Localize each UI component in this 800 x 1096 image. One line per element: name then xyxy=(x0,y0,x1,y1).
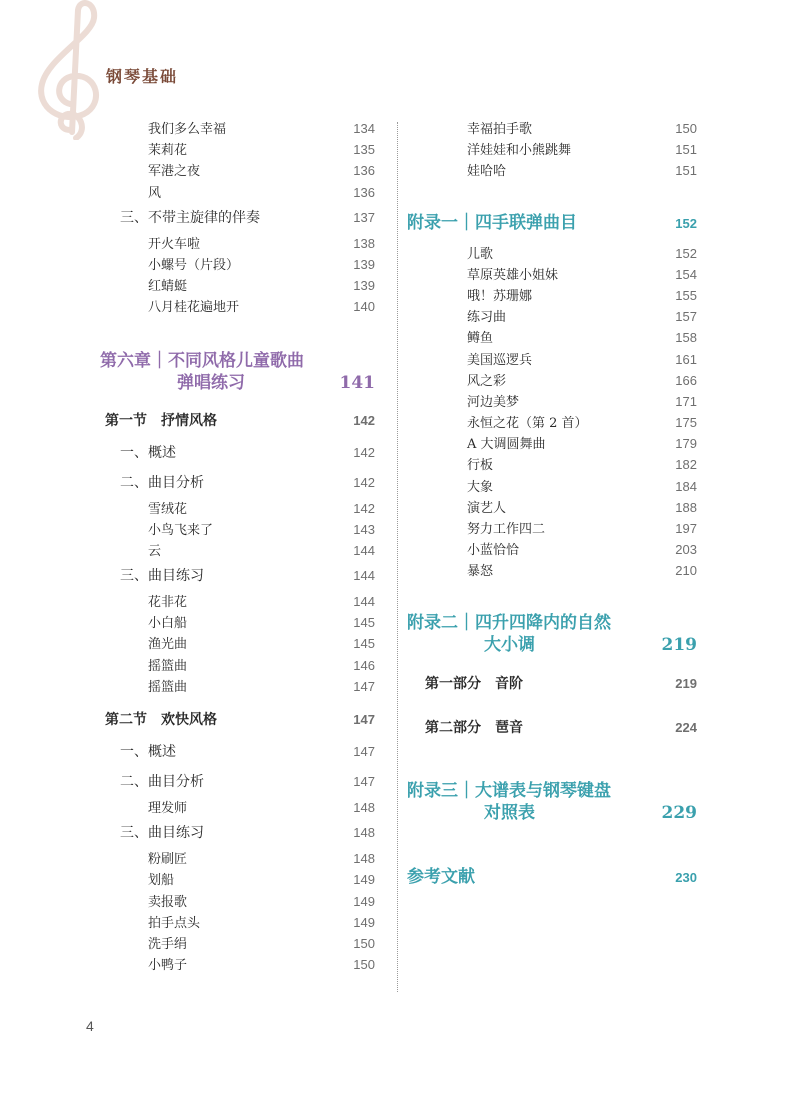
part-label: 第一部分 xyxy=(425,675,481,692)
toc-page-number: 203 xyxy=(675,542,697,558)
toc-page-number: 141 xyxy=(339,372,375,393)
toc-song-entry[interactable] xyxy=(100,540,375,561)
part-label: 第二部分 xyxy=(425,719,481,736)
toc-page-number: 139 xyxy=(353,278,375,294)
toc-subsection-title: 三、曲目练习 xyxy=(120,825,204,842)
toc-page-number: 184 xyxy=(675,478,697,494)
references-title: 参考文献 xyxy=(407,866,475,887)
toc-song-entry[interactable] xyxy=(407,118,697,139)
references-heading[interactable] xyxy=(407,866,697,889)
toc-page-number: 144 xyxy=(353,568,375,584)
toc-page-number: 142 xyxy=(353,500,375,516)
toc-page-number: 175 xyxy=(675,415,697,431)
toc-song-entry[interactable] xyxy=(100,233,375,254)
page-number: 4 xyxy=(86,1018,94,1034)
toc-page-number: 157 xyxy=(675,309,697,325)
song-title: 娃哈哈 xyxy=(467,164,507,180)
toc-subsection-title: 一、概述 xyxy=(120,444,176,461)
toc-page-number: 161 xyxy=(675,351,697,367)
appendix-title-line1: 附录二｜四升四降内的自然 xyxy=(407,612,611,633)
song-title: 努力工作四二 xyxy=(467,522,546,537)
toc-song-entry[interactable] xyxy=(100,182,375,203)
song-title: 风之彩 xyxy=(467,373,507,389)
toc-page-number: 147 xyxy=(353,744,375,759)
toc-page-number: 154 xyxy=(675,266,697,282)
toc-page-number: 134 xyxy=(353,121,375,136)
toc-song-entry[interactable] xyxy=(407,454,697,475)
toc-song-entry[interactable] xyxy=(100,296,375,317)
toc-song-entry[interactable] xyxy=(100,848,375,869)
song-title: 小蓝恰恰 xyxy=(467,543,520,559)
appendix-3-heading[interactable] xyxy=(407,780,697,824)
appendix-1-heading[interactable] xyxy=(407,212,697,235)
toc-song-entry[interactable] xyxy=(100,933,375,954)
toc-page-number: 182 xyxy=(675,457,697,473)
song-title: 红蜻蜓 xyxy=(148,279,188,295)
song-title: 粉刷匠 xyxy=(148,852,188,868)
toc-page-number: 145 xyxy=(353,636,375,652)
appendix-title: 附录一｜四手联弹曲目 xyxy=(407,212,577,233)
song-title: 草原英雄小姐妹 xyxy=(467,267,559,283)
song-title: 儿歌 xyxy=(467,246,494,262)
toc-page-number: 139 xyxy=(353,256,375,272)
toc-song-entry[interactable] xyxy=(407,285,697,306)
toc-song-entry[interactable] xyxy=(407,243,697,264)
toc-page-number: 145 xyxy=(353,615,375,631)
song-title: 划船 xyxy=(148,873,175,889)
toc-page-number: 146 xyxy=(353,657,375,673)
toc-song-entry[interactable] xyxy=(407,433,697,454)
toc-page-number: 197 xyxy=(675,521,697,536)
song-title: 茉莉花 xyxy=(148,143,188,159)
part-name: 音阶 xyxy=(495,675,523,692)
toc-page-number: 137 xyxy=(353,209,375,225)
song-title: 暴怒 xyxy=(467,564,494,580)
section-heading[interactable] xyxy=(100,703,375,737)
toc-song-entry[interactable] xyxy=(100,275,375,296)
toc-song-entry[interactable] xyxy=(407,306,697,327)
toc-song-entry[interactable] xyxy=(407,518,697,539)
section-name: 抒情风格 xyxy=(161,412,217,429)
section-label: 第一节 xyxy=(105,412,147,429)
toc-page-number: 136 xyxy=(353,184,375,200)
toc-page-number: 148 xyxy=(353,800,375,815)
toc-song-entry[interactable] xyxy=(100,869,375,890)
toc-page-number: 142 xyxy=(353,474,375,490)
toc-page-number: 147 xyxy=(353,678,375,694)
toc-page-number: 224 xyxy=(675,719,697,735)
toc-song-entry[interactable] xyxy=(407,327,697,348)
toc-page-number: 166 xyxy=(675,372,697,388)
toc-page-number: 149 xyxy=(353,872,375,888)
toc-page-number: 151 xyxy=(675,163,697,179)
toc-page-number: 151 xyxy=(675,142,697,158)
song-title: 永恒之花（第 2 首） xyxy=(467,416,588,432)
toc-song-entry[interactable] xyxy=(100,254,375,275)
toc-page-number: 210 xyxy=(675,563,697,579)
appendix-title-line2: 对照表 xyxy=(484,802,535,823)
song-title: 开火车啦 xyxy=(148,236,201,252)
song-title: 练习曲 xyxy=(467,310,507,326)
song-title: 摇篮曲 xyxy=(148,679,188,695)
song-title: 小鸭子 xyxy=(148,958,188,974)
toc-song-entry[interactable] xyxy=(407,412,697,433)
appendix-part-entry[interactable] xyxy=(407,706,697,750)
appendix-part-entry[interactable] xyxy=(407,662,697,706)
song-title: 幸福拍手歌 xyxy=(467,122,533,137)
toc-page-number: 149 xyxy=(353,893,375,909)
song-title: 摇篮曲 xyxy=(148,658,188,674)
song-title: 我们多么幸福 xyxy=(148,122,227,137)
toc-subsection-title: 二、曲目分析 xyxy=(120,774,204,790)
song-title: 理发师 xyxy=(148,801,188,816)
appendix-2-heading[interactable] xyxy=(407,612,697,656)
toc-right-column xyxy=(407,118,697,889)
toc-page-number: 155 xyxy=(675,287,697,303)
toc-page-number: 230 xyxy=(675,869,697,885)
toc-song-entry[interactable] xyxy=(100,591,375,612)
song-title: 八月桂花遍地开 xyxy=(148,300,240,316)
song-title: 大象 xyxy=(467,479,494,495)
toc-subsection[interactable] xyxy=(100,203,375,233)
toc-page-number: 171 xyxy=(675,393,697,409)
toc-subsection[interactable] xyxy=(100,468,375,498)
song-title: 雪绒花 xyxy=(148,501,188,517)
toc-page-number: 148 xyxy=(353,851,375,867)
toc-subsection-title: 三、曲目练习 xyxy=(120,568,204,585)
toc-song-entry[interactable] xyxy=(100,655,375,676)
song-title: 花非花 xyxy=(148,595,188,611)
toc-page-number: 147 xyxy=(353,712,375,727)
toc-page-number: 150 xyxy=(353,957,375,973)
song-title: 小螺号（片段） xyxy=(148,257,240,273)
toc-subsection[interactable] xyxy=(100,767,375,797)
song-title: 渔光曲 xyxy=(148,637,188,653)
toc-song-entry[interactable] xyxy=(100,912,375,933)
toc-page-number: 136 xyxy=(353,163,375,179)
toc-subsection[interactable] xyxy=(100,438,375,468)
toc-page-number: 142 xyxy=(353,412,375,428)
toc-page-number: 144 xyxy=(353,542,375,558)
toc-page-number: 149 xyxy=(353,914,375,930)
toc-song-entry[interactable] xyxy=(407,539,697,560)
book-title: 钢琴基础 xyxy=(106,67,179,86)
toc-left-column xyxy=(100,118,375,975)
toc-song-entry[interactable] xyxy=(407,476,697,497)
section-heading[interactable] xyxy=(100,404,375,438)
toc-song-entry[interactable] xyxy=(100,139,375,160)
toc-subsection-title: 二、曲目分析 xyxy=(120,474,204,491)
chapter-6-heading[interactable] xyxy=(100,350,375,394)
song-title: 美国巡逻兵 xyxy=(467,352,533,368)
toc-song-entry[interactable] xyxy=(100,633,375,654)
song-title: 小白船 xyxy=(148,616,188,632)
toc-subsection-title: 一、概述 xyxy=(120,744,176,760)
toc-song-entry[interactable] xyxy=(407,560,697,581)
toc-subsection[interactable] xyxy=(100,561,375,591)
toc-page-number: 135 xyxy=(353,142,375,158)
toc-song-entry[interactable] xyxy=(407,497,697,518)
toc-page-number: 142 xyxy=(353,444,375,460)
toc-page-number: 150 xyxy=(675,121,697,136)
toc-song-entry[interactable] xyxy=(407,349,697,370)
toc-song-entry[interactable] xyxy=(100,891,375,912)
song-title: 哦！苏珊娜 xyxy=(467,288,533,304)
toc-page-number: 148 xyxy=(353,825,375,841)
toc-page-number: 140 xyxy=(353,299,375,315)
toc-page-number: 219 xyxy=(675,675,697,691)
song-title: 洗手绢 xyxy=(148,936,188,952)
toc-song-entry[interactable] xyxy=(407,139,697,160)
toc-page-number: 219 xyxy=(661,634,697,655)
song-title: 卖报歌 xyxy=(148,894,188,910)
toc-song-entry[interactable] xyxy=(100,118,375,139)
section-name: 欢快风格 xyxy=(161,712,217,728)
appendix-title-line1: 附录三｜大谱表与钢琴键盘 xyxy=(407,780,611,801)
song-title: 军港之夜 xyxy=(148,164,201,180)
toc-song-entry[interactable] xyxy=(100,160,375,181)
song-title: 拍手点头 xyxy=(148,915,201,931)
column-divider xyxy=(397,122,398,992)
toc-page-number: 144 xyxy=(353,594,375,610)
toc-song-entry[interactable] xyxy=(100,797,375,818)
toc-song-entry[interactable] xyxy=(100,676,375,697)
toc-subsection-title: 三、不带主旋律的伴奏 xyxy=(120,209,260,226)
toc-subsection[interactable] xyxy=(100,818,375,848)
song-title: 演艺人 xyxy=(467,500,507,516)
toc-song-entry[interactable] xyxy=(407,160,697,181)
toc-page-number: 143 xyxy=(353,521,375,537)
song-title: 行板 xyxy=(467,458,494,474)
toc-song-entry[interactable] xyxy=(407,264,697,285)
song-title: 风 xyxy=(148,185,162,201)
toc-page-number: 158 xyxy=(675,330,697,346)
toc-page-number: 229 xyxy=(661,802,697,823)
toc-song-entry[interactable] xyxy=(100,498,375,519)
section-label: 第二节 xyxy=(105,712,147,728)
toc-song-entry[interactable] xyxy=(100,519,375,540)
toc-subsection[interactable] xyxy=(100,737,375,767)
chapter-title-line2: 弹唱练习 xyxy=(177,372,245,393)
part-name: 琶音 xyxy=(495,719,523,736)
toc-page-number: 138 xyxy=(353,235,375,251)
song-title: 河边美梦 xyxy=(467,394,520,410)
toc-page-number: 150 xyxy=(353,935,375,951)
song-title: 云 xyxy=(148,543,162,559)
toc-song-entry[interactable] xyxy=(407,391,697,412)
appendix-title-line2: 大小调 xyxy=(484,634,535,655)
toc-song-entry[interactable] xyxy=(100,612,375,633)
toc-page-number: 152 xyxy=(675,245,697,261)
toc-song-entry[interactable] xyxy=(407,370,697,391)
toc-page-number: 152 xyxy=(675,215,697,231)
chapter-title-line1: 第六章｜不同风格儿童歌曲 xyxy=(100,350,304,371)
song-title: 鳟鱼 xyxy=(467,331,494,347)
song-title: 洋娃娃和小熊跳舞 xyxy=(467,143,572,159)
toc-song-entry[interactable] xyxy=(100,954,375,975)
toc-page-number: 188 xyxy=(675,499,697,515)
toc-page-number: 179 xyxy=(675,436,697,452)
song-title: A 大调圆舞曲 xyxy=(467,437,546,453)
toc-page-number: 147 xyxy=(353,774,375,789)
song-title: 小鸟飞来了 xyxy=(148,522,214,538)
